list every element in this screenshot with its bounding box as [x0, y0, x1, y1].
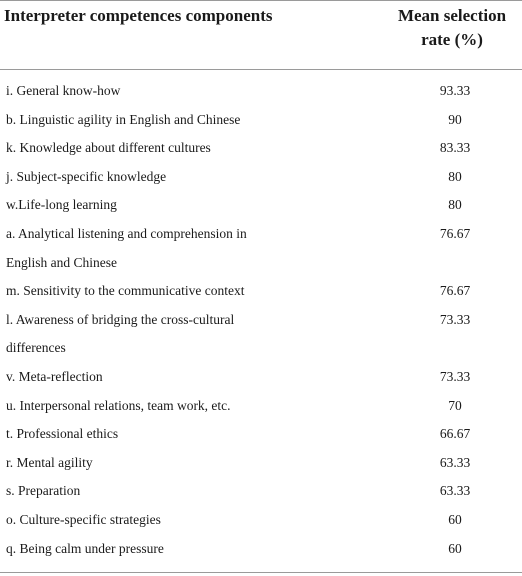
table-bottom-rule [0, 572, 522, 573]
component-label [6, 106, 306, 135]
selection-rate-value: 93.33 [439, 83, 471, 98]
column-header-components: Interpreter competences components [4, 6, 273, 25]
table-row [0, 420, 522, 449]
component-label-line: v. Meta-reflection [6, 368, 103, 384]
table-row [0, 535, 522, 564]
selection-rate-value: 73.33 [439, 311, 471, 327]
table-top-rule [0, 0, 522, 1]
component-label-line: u. Interpersonal relations, team work, etc. [6, 397, 231, 413]
selection-rate-value: 76.67 [439, 283, 471, 299]
component-label [6, 191, 306, 220]
selection-rate-value: 60 [448, 540, 462, 556]
table-row [0, 106, 522, 135]
selection-rate-value: 63.33 [439, 454, 471, 470]
selection-rate-value: 70 [448, 397, 462, 413]
selection-rate-value: 63.33 [439, 483, 471, 499]
component-label [6, 506, 306, 535]
table-row [0, 134, 522, 163]
component-label-line: s. Preparation [6, 483, 81, 499]
table-row [0, 191, 522, 220]
component-label [6, 449, 306, 478]
component-label [6, 77, 306, 106]
component-label-line: i. General know-how [6, 83, 121, 98]
column-header-rate-line1: Mean selection [397, 6, 507, 25]
selection-rate-value: 76.67 [439, 225, 471, 241]
component-label-line: t. Professional ethics [6, 426, 119, 442]
selection-rate-value: 73.33 [439, 368, 471, 384]
component-label-line: w.Life-long learning [6, 197, 117, 213]
component-label [6, 163, 306, 192]
header-divider-rule [0, 69, 522, 70]
component-label [6, 363, 306, 392]
column-header-rate [360, 4, 522, 52]
column-header-rate-line2: rate (%) [421, 30, 483, 49]
component-label [6, 134, 306, 163]
table-row [0, 392, 522, 421]
table-body [0, 77, 522, 563]
component-label-line: k. Knowledge about different cultures [6, 140, 211, 156]
table-row [0, 220, 522, 277]
selection-rate-value: 80 [448, 168, 462, 184]
component-label-line: o. Culture-specific strategies [6, 511, 161, 527]
selection-rate-value: 66.67 [439, 426, 471, 442]
component-label-line: English and Chinese [6, 254, 117, 270]
component-label [6, 306, 306, 363]
component-label-line: differences [6, 340, 66, 356]
component-label-line: m. Sensitivity to the communicative context [6, 283, 245, 299]
table-row [0, 449, 522, 478]
component-label-line: q. Being calm under pressure [6, 540, 164, 556]
selection-rate-value: 90 [448, 111, 462, 127]
component-label [6, 277, 306, 306]
component-label [6, 392, 306, 421]
table-row [0, 277, 522, 306]
table-row [0, 477, 522, 506]
component-label [6, 477, 306, 506]
component-label-line: b. Linguistic agility in English and Chinese [6, 111, 241, 127]
table-row [0, 506, 522, 535]
component-label-line: a. Analytical listening and comprehension in [6, 225, 247, 241]
component-label-line: l. Awareness of bridging the cross-cultural [6, 311, 235, 327]
table-row [0, 306, 522, 363]
table-row [0, 163, 522, 192]
component-label [6, 220, 306, 277]
selection-rate-value: 60 [448, 511, 462, 527]
selection-rate-value: 83.33 [439, 140, 471, 156]
selection-rate-value: 80 [448, 197, 462, 213]
component-label [6, 420, 306, 449]
component-label [6, 535, 306, 564]
table-row [0, 77, 522, 106]
component-label-line: j. Subject-specific knowledge [6, 168, 167, 184]
table-row [0, 363, 522, 392]
component-label-line: r. Mental agility [6, 454, 93, 470]
